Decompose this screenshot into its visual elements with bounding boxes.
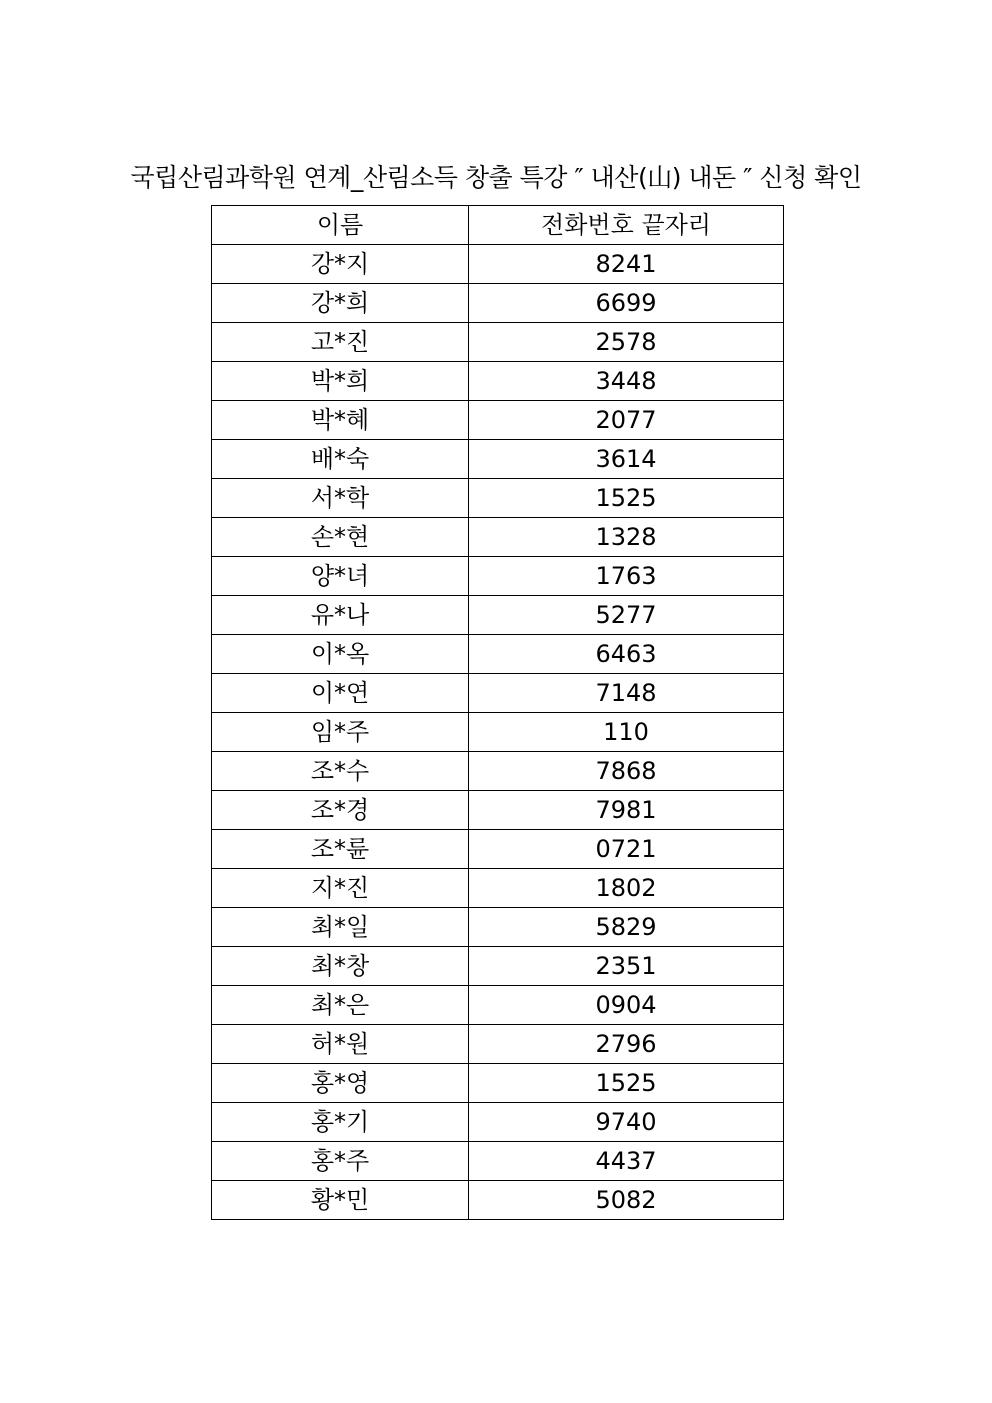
cell-phone: 2351 (469, 947, 784, 986)
table-row (212, 908, 784, 947)
cell-name: 양*녀 (212, 557, 469, 596)
cell-phone: 5829 (469, 908, 784, 947)
table-row (212, 284, 784, 323)
table-row (212, 245, 784, 284)
cell-name: 지*진 (212, 869, 469, 908)
cell-name: 박*혜 (212, 401, 469, 440)
table-row (212, 1142, 784, 1181)
header-row (212, 206, 784, 245)
cell-phone: 5277 (469, 596, 784, 635)
cell-phone: 7981 (469, 791, 784, 830)
cell-name: 서*학 (212, 479, 469, 518)
table-row (212, 986, 784, 1025)
header-phone-last-digits: 전화번호 끝자리 (469, 206, 784, 245)
cell-phone: 2077 (469, 401, 784, 440)
applicant-table (211, 205, 784, 1220)
cell-name: 허*원 (212, 1025, 469, 1064)
cell-name: 박*희 (212, 362, 469, 401)
cell-name: 홍*주 (212, 1142, 469, 1181)
cell-phone: 7868 (469, 752, 784, 791)
cell-name: 임*주 (212, 713, 469, 752)
cell-name: 고*진 (212, 323, 469, 362)
table-row (212, 323, 784, 362)
cell-name: 조*륜 (212, 830, 469, 869)
table-row (212, 1025, 784, 1064)
cell-name: 강*지 (212, 245, 469, 284)
table-row (212, 869, 784, 908)
cell-name: 이*옥 (212, 635, 469, 674)
table-row (212, 791, 784, 830)
cell-name: 조*수 (212, 752, 469, 791)
cell-phone: 1802 (469, 869, 784, 908)
cell-phone: 1525 (469, 479, 784, 518)
cell-name: 이*연 (212, 674, 469, 713)
cell-phone: 1763 (469, 557, 784, 596)
cell-phone: 5082 (469, 1181, 784, 1220)
cell-phone: 4437 (469, 1142, 784, 1181)
table-body (212, 245, 784, 1220)
cell-phone: 1525 (469, 1064, 784, 1103)
cell-name: 홍*영 (212, 1064, 469, 1103)
document-title: 국립산림과학원 연계_산림소득 창출 특강 ″ 내산(山) 내돈 ″ 신청 확인 (130, 163, 862, 192)
table-row (212, 440, 784, 479)
table-row (212, 635, 784, 674)
cell-name: 홍*기 (212, 1103, 469, 1142)
table-row (212, 518, 784, 557)
cell-name: 황*민 (212, 1181, 469, 1220)
table-row (212, 479, 784, 518)
table-row (212, 401, 784, 440)
table-row (212, 830, 784, 869)
cell-phone: 1328 (469, 518, 784, 557)
table-row (212, 362, 784, 401)
cell-phone: 3614 (469, 440, 784, 479)
cell-phone: 2578 (469, 323, 784, 362)
header-name: 이름 (212, 206, 469, 245)
table-row (212, 1064, 784, 1103)
cell-name: 최*일 (212, 908, 469, 947)
table-row (212, 752, 784, 791)
cell-name: 배*숙 (212, 440, 469, 479)
table-row (212, 557, 784, 596)
table-row (212, 1103, 784, 1142)
cell-name: 강*희 (212, 284, 469, 323)
cell-phone: 110 (469, 713, 784, 752)
cell-phone: 7148 (469, 674, 784, 713)
cell-phone: 0721 (469, 830, 784, 869)
cell-phone: 6699 (469, 284, 784, 323)
cell-phone: 8241 (469, 245, 784, 284)
cell-name: 최*창 (212, 947, 469, 986)
table-header (212, 206, 784, 245)
cell-name: 최*은 (212, 986, 469, 1025)
cell-phone: 3448 (469, 362, 784, 401)
table-row (212, 674, 784, 713)
table-row (212, 1181, 784, 1220)
table-row (212, 713, 784, 752)
cell-name: 유*나 (212, 596, 469, 635)
cell-name: 조*경 (212, 791, 469, 830)
cell-phone: 2796 (469, 1025, 784, 1064)
cell-phone: 9740 (469, 1103, 784, 1142)
table-row (212, 596, 784, 635)
cell-phone: 0904 (469, 986, 784, 1025)
cell-name: 손*현 (212, 518, 469, 557)
cell-phone: 6463 (469, 635, 784, 674)
table-row (212, 947, 784, 986)
